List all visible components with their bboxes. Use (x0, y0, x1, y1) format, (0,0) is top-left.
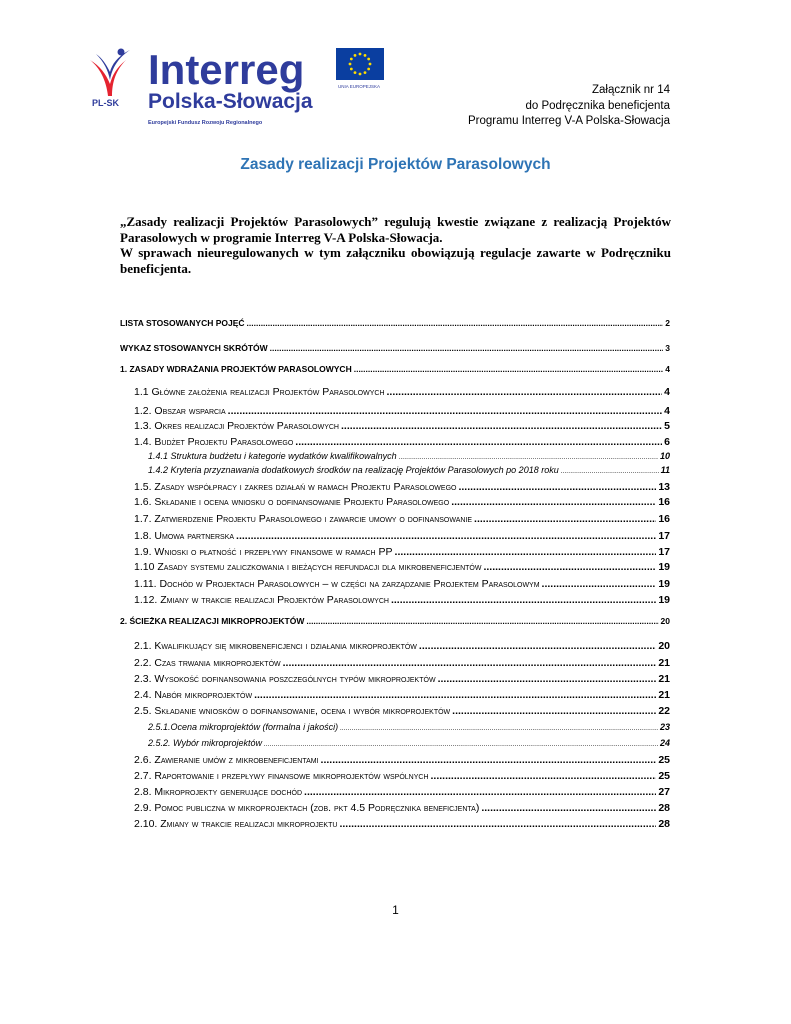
toc-entry[interactable] (134, 530, 670, 542)
annex-line-3: Programu Interreg V-A Polska-Słowacja (468, 115, 670, 127)
eu-star (364, 54, 367, 57)
toc-entry-page: 28 (658, 818, 670, 830)
toc-entry[interactable] (134, 802, 670, 814)
toc-entry[interactable] (134, 546, 670, 558)
toc-entry[interactable] (134, 594, 670, 606)
toc-entry-title: 2.10. Zmiany w trakcie realizacji mikroprojektu (134, 818, 338, 830)
toc-entry-page: 2 (665, 318, 670, 328)
region-name: Polska-Słowacja (148, 90, 313, 113)
toc-entry-page: 17 (658, 546, 670, 558)
toc-entry[interactable] (134, 754, 670, 766)
toc-entry[interactable] (134, 770, 670, 782)
toc-entry-title: 2.5.2. Wybór mikroprojektów (148, 738, 263, 748)
toc-leader-dots (304, 786, 656, 798)
intro-paragraph-1: „Zasady realizacji Projektów Parasolowych” regulują kwestie związane z realizacją Projektów Parasolowych w programie Interreg V-A Polska-Słowacja. (120, 214, 671, 245)
toc-leader-dots (354, 364, 664, 374)
toc-leader-dots (247, 318, 664, 328)
toc-entry[interactable] (120, 318, 670, 328)
toc-entry[interactable] (134, 405, 670, 417)
toc-leader-dots (481, 802, 656, 814)
toc-leader-dots (395, 546, 657, 558)
toc-entry-title: 2.7. Raportowanie i przepływy finansowe mikroprojektów wspólnych (134, 770, 429, 782)
toc-entry-title: 2.5.1.Ocena mikroprojektów (formalna i jakości) (148, 722, 339, 732)
toc-entry-page: 6 (664, 436, 670, 448)
toc-entry-title: 2.9. Pomoc publiczna w mikroprojektach (zob. pkt 4.5 Podręcznika beneficjenta) (134, 802, 480, 814)
toc-entry-title: 1. ZASADY WDRAŻANIA PROJEKTÓW PARASOLOWYCH (120, 364, 352, 374)
toc-entry-page: 27 (658, 786, 670, 798)
toc-entry[interactable] (120, 616, 670, 626)
toc-entry-page: 16 (658, 496, 670, 508)
toc-entry[interactable] (134, 420, 670, 432)
toc-entry-title: 1.3. Okres realizacji Projektów Parasolowych (134, 420, 339, 432)
toc-leader-dots (399, 454, 658, 461)
toc-leader-dots (451, 496, 656, 508)
intro-text (120, 214, 671, 276)
toc-leader-dots (391, 594, 656, 606)
toc-leader-dots (341, 420, 662, 432)
toc-entry-title: 1.9. Wnioski o płatność i przepływy finansowe w ramach PP (134, 546, 393, 558)
eu-star (359, 73, 362, 76)
interreg-logo-graphic (86, 44, 396, 130)
eu-star (364, 71, 367, 74)
toc-entry-title: 1.4.2 Kryteria przyznawania dodatkowych środków na realizację Projektów Parasolowych po 2018 roku (148, 465, 559, 475)
toc-entry-page: 4 (664, 405, 670, 417)
toc-entry-title: 1.4.1 Struktura budżetu i kategorie wydatków kwalifikowalnych (148, 451, 397, 461)
annex-line-2: do Podręcznika beneficjenta (525, 99, 670, 112)
page-number: 1 (392, 903, 399, 917)
toc-entry[interactable] (134, 496, 670, 508)
toc-entry-title: 1.8. Umowa partnerska (134, 530, 235, 542)
toc-entry-title: 1.1 Główne założenia realizacji Projektów Parasolowych (134, 386, 385, 398)
toc-entry[interactable] (134, 673, 670, 685)
annex-line-1: Załącznik nr 14 (592, 84, 670, 96)
toc-entry[interactable] (148, 722, 670, 732)
toc-entry-title: 1.7. Zatwierdzenie Projektu Parasolowego i zawarcie umowy o dofinansowanie (134, 513, 473, 525)
toc-leader-dots (270, 343, 664, 353)
eu-star (367, 58, 370, 61)
toc-entry[interactable] (134, 386, 670, 398)
toc-entry-title: 2.8. Mikroprojekty generujące dochód (134, 786, 303, 798)
document-title: Zasady realizacji Projektów Parasolowych (240, 156, 551, 173)
eu-star (367, 68, 370, 71)
toc-leader-dots (321, 754, 657, 766)
toc-leader-dots (542, 578, 657, 590)
toc-entry[interactable] (148, 465, 670, 475)
fund-name: Europejski Fundusz Rozwoju Regionalnego (148, 120, 263, 126)
toc-entry-title: 2.5. Składanie wniosków o dofinansowanie, ocena i wybór mikroprojektów (134, 705, 451, 717)
toc-entry[interactable] (134, 818, 670, 830)
toc-entry-page: 4 (665, 364, 670, 374)
toc-entry-title: 2.3. Wysokość dofinansowania poszczególnych typów mikroprojektów (134, 673, 436, 685)
toc-entry-page: 25 (658, 770, 670, 782)
toc-entry-page: 19 (658, 594, 670, 606)
toc-entry[interactable] (120, 364, 670, 374)
toc-entry-title: 1.5. Zasady współpracy i zakres działań w ramach Projektu Parasolowego (134, 481, 457, 493)
toc-entry-page: 24 (659, 738, 670, 748)
eu-star (354, 54, 357, 57)
annex-header (468, 83, 670, 130)
toc-entry-title: 1.4. Budżet Projektu Parasolowego (134, 436, 294, 448)
toc-entry-page: 20 (660, 616, 670, 626)
toc-entry-title: 2.2. Czas trwania mikroprojektów (134, 657, 281, 669)
toc-leader-dots (438, 673, 657, 685)
toc-entry-page: 17 (658, 530, 670, 542)
toc-entry[interactable] (134, 578, 670, 590)
toc-entry[interactable] (134, 705, 670, 717)
toc-leader-dots (387, 386, 663, 398)
toc-leader-dots (458, 481, 656, 493)
toc-entry-title: 1.10 Zasady systemu zaliczkowania i bieżących refundacji dla mikrobeneficjentów (134, 561, 482, 573)
toc-entry-page: 23 (659, 722, 670, 732)
toc-leader-dots (283, 657, 657, 669)
toc-leader-dots (295, 436, 662, 448)
toc-entry[interactable] (134, 786, 670, 798)
eu-label: UNIA EUROPEJSKA (338, 84, 381, 89)
toc-entry-page: 11 (660, 465, 670, 475)
toc-entry-page: 4 (664, 386, 670, 398)
toc-entry-page: 21 (658, 689, 670, 701)
eu-flag-icon (336, 48, 384, 80)
toc-entry-page: 13 (658, 481, 670, 493)
toc-entry[interactable] (134, 657, 670, 669)
eu-star (354, 71, 357, 74)
intro-paragraph-2: W sprawach nieuregulowanych w tym załączniku obowiązują regulacje zawarte w Podręczniku beneficjenta. (120, 245, 671, 276)
toc-entry[interactable] (134, 561, 670, 573)
eu-star (359, 53, 362, 56)
toc-entry-page: 19 (658, 578, 670, 590)
toc-leader-dots (474, 513, 656, 525)
toc-leader-dots (339, 818, 656, 830)
toc-leader-dots (452, 705, 656, 717)
toc-entry[interactable] (148, 738, 670, 748)
toc-entry-title: 2.6. Zawieranie umów z mikrobeneficjentami (134, 754, 319, 766)
toc-entry-title: 2.4. Nabór mikroprojektów (134, 689, 253, 701)
pl-sk-figure-icon (90, 49, 130, 97)
toc-entry-title: LISTA STOSOWANYCH POJĘĆ (120, 318, 245, 328)
toc-leader-dots (254, 689, 656, 701)
toc-entry-page: 3 (665, 343, 670, 353)
toc-leader-dots (228, 405, 662, 417)
toc-entry-page: 5 (664, 420, 670, 432)
toc-leader-dots (431, 770, 657, 782)
toc-entry-page: 28 (658, 802, 670, 814)
eu-star (350, 68, 353, 71)
toc-entry[interactable] (134, 481, 670, 493)
toc-entry-title: 1.2. Obszar wsparcia (134, 405, 226, 417)
toc-entry-title: 2. ŚCIEŻKA REALIZACJI MIKROPROJEKTÓW (120, 616, 305, 626)
toc-entry-title: 1.6. Składanie i ocena wniosku o dofinansowanie Projektu Parasolowego (134, 496, 450, 508)
toc-entry[interactable] (134, 436, 670, 448)
toc-entry-page: 21 (658, 673, 670, 685)
toc-entry-page: 16 (658, 513, 670, 525)
toc-entry-page: 21 (658, 657, 670, 669)
toc-leader-dots (264, 741, 658, 748)
eu-star (349, 63, 352, 66)
toc-entry[interactable] (134, 689, 670, 701)
toc-entry-page: 10 (659, 451, 670, 461)
toc-entry[interactable] (134, 513, 670, 525)
eu-star (350, 58, 353, 61)
toc-entry[interactable] (134, 640, 670, 652)
toc-entry-title: 1.11. Dochód w Projektach Parasolowych – w części na zarządzanie Projektem Parasolowym (134, 578, 540, 590)
toc-leader-dots (236, 530, 656, 542)
toc-leader-dots (419, 640, 656, 652)
toc-entry[interactable] (148, 451, 670, 461)
toc-entry-page: 19 (658, 561, 670, 573)
pl-sk-badge: PL-SK (92, 98, 119, 108)
toc-entry-page: 22 (658, 705, 670, 717)
toc-entry-page: 25 (658, 754, 670, 766)
toc-entry-title: WYKAZ STOSOWANYCH SKRÓTÓW (120, 343, 268, 353)
toc-leader-dots (561, 468, 659, 475)
toc-entry[interactable] (120, 343, 670, 353)
interreg-brand: Interreg (148, 46, 305, 93)
eu-star (369, 63, 372, 66)
toc-leader-dots (306, 616, 658, 626)
interreg-logo (86, 44, 396, 130)
toc-entry-title: 1.12. Zmiany w trakcie realizacji Projektów Parasolowych (134, 594, 389, 606)
toc-leader-dots (340, 725, 658, 732)
toc-leader-dots (483, 561, 656, 573)
toc-entry-title: 2.1. Kwalifikujący się mikrobeneficjenci i działania mikroprojektów (134, 640, 417, 652)
toc-entry-page: 20 (658, 640, 670, 652)
